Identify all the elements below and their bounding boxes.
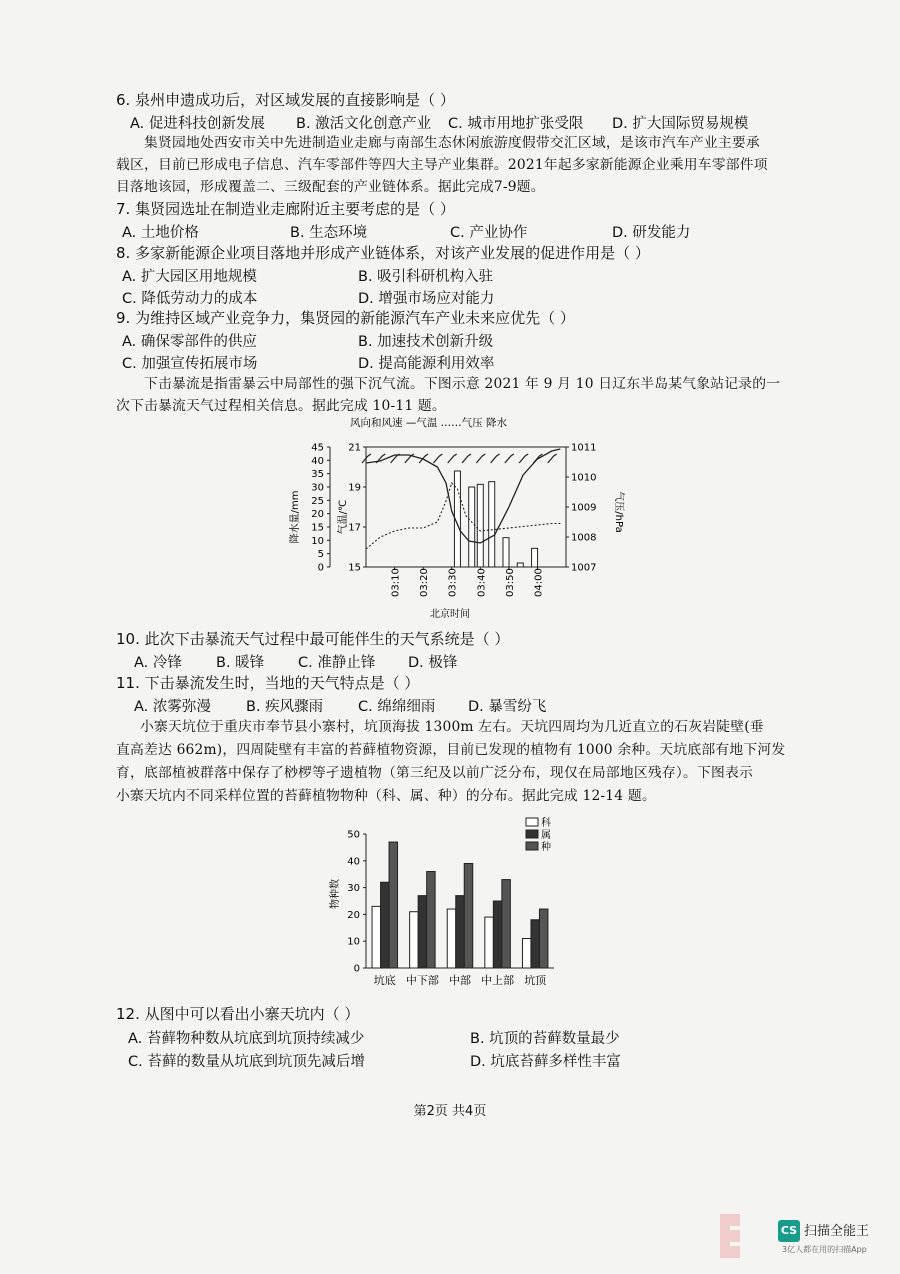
wind-barb-icon [519,454,528,463]
passage2-line-2: 次下击暴流天气过程相关信息。据此完成 10-11 题。 [116,398,446,414]
passage2-line-1: 下击暴流是指雷暴云中局部性的强下沉气流。下图示意 2021 年 9 月 10 日辽东半岛某气象站记录的一 [144,376,781,392]
species-bar [447,909,456,968]
q7-option-d: D. 研发能力 [612,225,691,241]
species-bar [531,920,540,968]
species-tick-label: 0 [353,963,360,975]
q6-option-d: D. 扩大国际贸易规模 [612,116,749,132]
q7-stem: 7. 集贤园选址在制造业走廊附近主要考虑的是（ ） [116,200,455,218]
q10-option-b: B. 暖锋 [216,655,265,671]
time-tick-label: 04:00 [533,568,545,597]
cs-logo-icon: CS [778,1220,800,1242]
q8-stem: 8. 多家新能源企业项目落地并形成产业链体系，对该产业发展的促进作用是（ ） [116,244,650,262]
precip-bar [489,482,495,567]
wind-barb-icon [505,454,514,463]
q12-option-b: B. 坑顶的苔藓数量最少 [470,1031,620,1047]
category-label: 坑底 [373,974,396,987]
wind-barb-icon [476,454,485,463]
q7-option-b: B. 生态环境 [290,225,368,241]
precip-tick-label: 30 [311,482,324,494]
precip-tick-label: 45 [311,442,324,454]
scanner-app-name: 扫描全能王 [804,1224,870,1239]
precip-tick-label: 15 [311,522,324,534]
time-tick-label: 03:50 [504,568,516,597]
time-tick-label: 03:40 [476,568,488,597]
temperature-line [366,449,560,543]
legend-swatch [526,830,538,838]
q11-option-b: B. 疾风骤雨 [246,699,324,715]
page-number: 第2页 共4页 [413,1104,487,1119]
species-bar [522,939,531,968]
wind-barb-icon [548,454,557,463]
q8-option-c: C. 降低劳动力的成本 [122,291,258,307]
precip-tick-label: 10 [311,535,324,547]
weather-chart-legend: 风向和风速 —气温 ……气压 降水 [350,417,508,429]
q11-option-a: A. 浓雾弥漫 [134,699,211,715]
precip-bar [532,548,538,567]
passage1-line-3: 目落地该园，形成覆盖二、三级配套的产业链体系。据此完成7-9题。 [116,179,545,195]
pressure-line [366,483,560,549]
legend-label: 科 [541,818,551,829]
category-label: 中下部 [405,974,439,987]
press-axis-label: 气压/hPa [613,491,624,533]
species-bar [372,906,381,968]
q11-option-d: D. 暴雪纷飞 [468,699,547,715]
species-tick-label: 20 [347,909,360,921]
precip-tick-label: 0 [317,562,324,574]
q12-option-c: C. 苔藓的数量从坑底到坑顶先减后增 [128,1054,365,1070]
q9-option-c: C. 加强宣传拓展市场 [122,356,258,372]
wind-barb-icon [376,454,385,463]
species-bar [539,909,548,968]
q10-option-a: A. 冷锋 [134,655,182,671]
time-tick-label: 03:10 [390,568,402,597]
q11-option-c: C. 绵绵细雨 [358,699,436,715]
q7-option-a: A. 土地价格 [122,225,199,241]
species-bar [410,912,419,968]
legend-label: 属 [541,830,551,841]
q6-option-b: B. 激活文化创意产业 [296,116,432,132]
watermark-logo-icon [716,1208,776,1264]
press-tick-label: 1009 [571,502,597,514]
precip-bar [503,538,509,567]
q12-stem: 12. 从图中可以看出小寨天坑内（ ） [116,1005,360,1023]
wind-barb-icon [491,454,500,463]
q9-option-a: A. 确保零部件的供应 [122,334,257,350]
category-label: 中上部 [481,974,515,987]
precip-bar [477,484,483,567]
species-bar [389,842,398,968]
time-axis-label: 北京时间 [430,609,470,620]
press-tick-label: 1011 [571,442,597,454]
wind-barb-icon [533,454,542,463]
scanner-watermark [716,1208,896,1268]
moss-species-chart [322,812,572,998]
wind-barb-icon [433,454,442,463]
q8-option-a: A. 扩大园区用地规模 [122,269,257,285]
q10-option-c: C. 准静止锋 [298,655,376,671]
species-bar [485,917,494,968]
precip-tick-label: 35 [311,469,324,481]
legend-label: 种 [541,842,551,853]
temp-tick-label: 15 [348,562,361,574]
precip-tick-label: 20 [311,509,324,521]
q12-option-d: D. 坑底苔藓多样性丰富 [470,1054,621,1070]
category-label: 坑顶 [524,974,547,987]
wind-barb-icon [462,454,471,463]
passage1-line-1: 集贤园地处西安市关中先进制造业走廊与南部生态休闲旅游度假带交汇区域，是该市汽车产业主要承 [144,135,760,151]
q9-option-d: D. 提高能源利用效率 [358,356,495,372]
species-tick-label: 30 [347,883,360,895]
legend-swatch [526,842,538,850]
passage3-line-1: 小寨天坑位于重庆市奉节县小寨村，坑顶海拔 1300m 左右。天坑四周均为几近直立的石灰岩陡壁(垂 [140,719,764,735]
press-tick-label: 1010 [571,472,597,484]
q7-option-c: C. 产业协作 [450,225,528,241]
time-tick-label: 03:20 [419,568,431,597]
q6-option-c: C. 城市用地扩张受限 [448,116,584,132]
press-tick-label: 1008 [571,532,597,544]
precip-bar [517,563,523,567]
species-bar [381,882,390,968]
passage1-line-2: 载区，目前已形成电子信息、汽车零部件等四大主导产业集群。2021年起多家新能源企业乘用车零部件项 [116,157,768,173]
species-tick-label: 50 [347,829,360,841]
time-tick-label: 03:30 [447,568,459,597]
species-bar [493,901,502,968]
scanner-slogan: 3亿人都在用的扫描App [782,1245,867,1254]
temp-tick-label: 21 [348,442,361,454]
precip-tick-label: 5 [317,549,324,561]
q6-option-a: A. 促进科技创新发展 [130,116,265,132]
species-bar [464,863,473,968]
species-bar [456,896,465,968]
q10-stem: 10. 此次下击暴流天气过程中最可能伴生的天气系统是（ ） [116,630,510,648]
passage3-line-3: 育，底部植被群落中保存了桫椤等孑遗植物（第三纪及以前广泛分布，现仅在局部地区残存）。下图表示 [116,765,753,781]
precip-bar [469,487,475,567]
q9-option-b: B. 加速技术创新升级 [358,334,494,350]
q11-stem: 11. 下击暴流发生时，当地的天气特点是（ ） [116,674,420,692]
weather-chart [280,412,630,624]
precip-tick-label: 25 [311,495,324,507]
temp-axis-label: 气温/℃ [338,499,349,535]
press-tick-label: 1007 [571,562,597,574]
species-bar [427,872,436,968]
q8-option-d: D. 增强市场应对能力 [358,291,495,307]
species-tick-label: 10 [347,936,360,948]
species-bar [502,880,511,968]
species-tick-label: 40 [347,856,360,868]
species-axis-label: 物种数 [330,879,341,909]
temp-tick-label: 19 [348,482,361,494]
q6-stem: 6. 泉州申遗成功后，对区域发展的直接影响是（ ） [116,91,455,109]
precip-axis-label: 降水量/mm [290,490,301,544]
precip-tick-label: 40 [311,455,324,467]
passage3-line-4: 小寨天坑内不同采样位置的苔藓植物物种（科、属、种）的分布。据此完成 12-14 题。 [116,788,656,804]
q10-option-d: D. 极锋 [408,655,458,671]
legend-swatch [526,818,538,826]
wind-barb-icon [448,454,457,463]
species-bar [418,896,427,968]
q8-option-b: B. 吸引科研机构入驻 [358,269,494,285]
temp-tick-label: 17 [348,522,361,534]
passage3-line-2: 直高差达 662m)，四周陡壁有丰富的苔藓植物资源，目前已发现的植物有 1000 余种。天坑底部有地下河发 [116,742,786,758]
q9-stem: 9. 为维持区域产业竞争力，集贤园的新能源汽车产业未来应优先（ ） [116,309,575,327]
category-label: 中部 [449,974,471,987]
q12-option-a: A. 苔藓物种数从坑底到坑顶持续减少 [128,1031,365,1047]
